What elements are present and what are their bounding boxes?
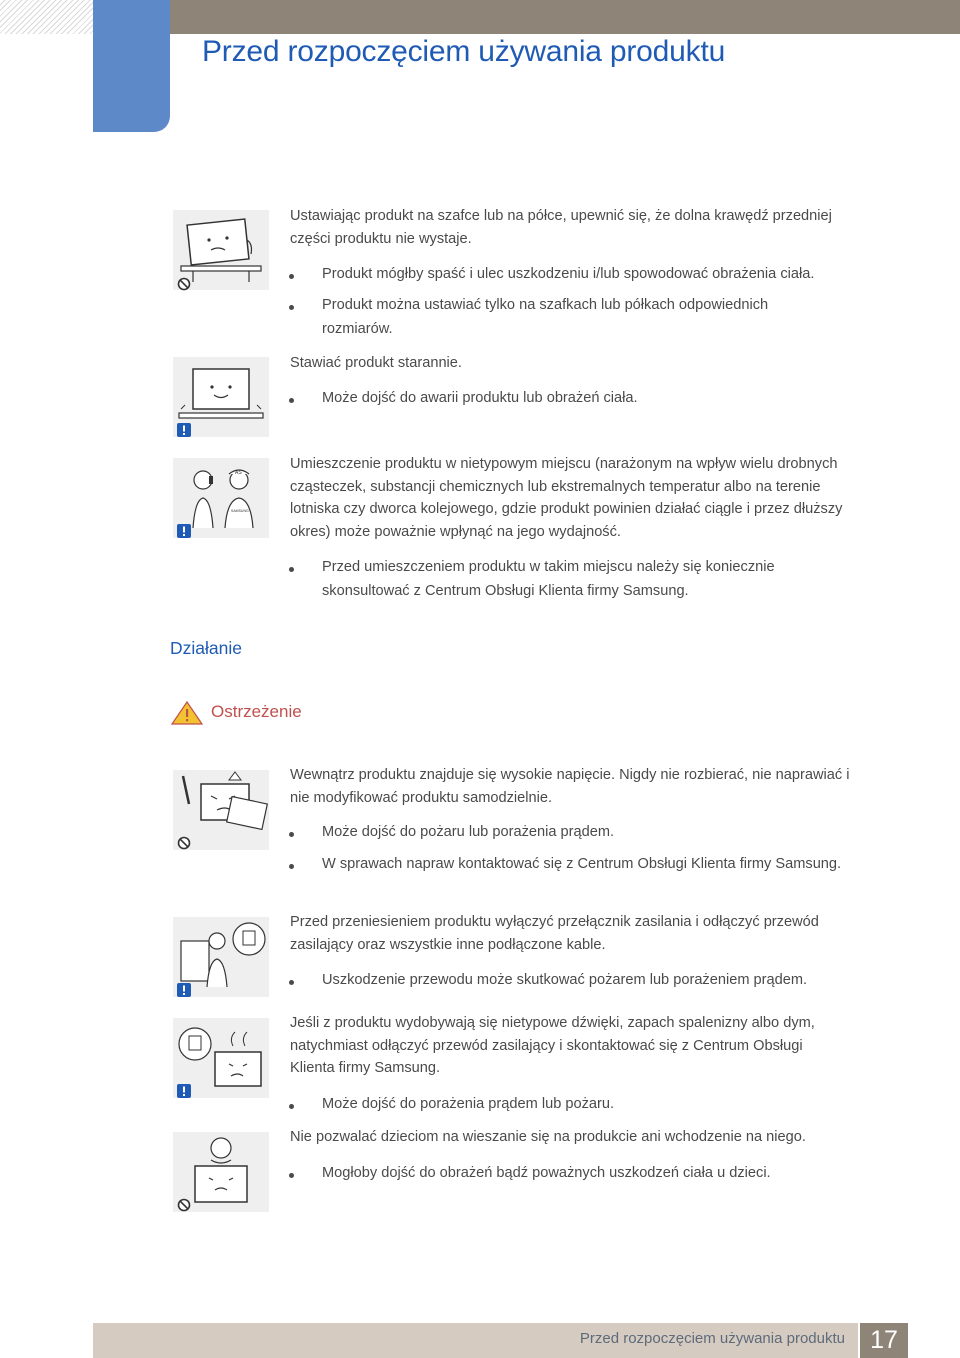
footer-chapter-title: Przed rozpoczęciem używania produktu xyxy=(579,1330,845,1347)
caution-icon xyxy=(177,983,191,997)
warning-label: Ostrzeżenie xyxy=(211,702,302,721)
section-item-1-bullet-1: Może dojść do pożaru lub porażenia prądem. xyxy=(322,824,615,840)
section-item-4-text: Nie pozwalać dzieciom na wieszanie się na produkcie ani wchodzenie na niego. xyxy=(290,1129,806,1145)
shirt-brand-label: SAMSUNG xyxy=(231,509,249,513)
prohibition-icon xyxy=(177,836,191,850)
section-item-2-bullet-1: Uszkodzenie przewodu może skutkować pożarem lub porażeniem prądem. xyxy=(322,972,808,988)
section-item-3-bullet-1: Może dojść do porażenia prądem lub pożaru. xyxy=(322,1096,615,1112)
header-bar xyxy=(170,0,960,34)
section-item-4-bullet-1: Mogłoby dojść do obrażeń bądź poważnych uszkodzeń ciała u dzieci. xyxy=(322,1165,771,1181)
bullet-dot xyxy=(289,305,294,310)
bullet-dot xyxy=(289,832,294,837)
page-number: 17 xyxy=(860,1323,908,1358)
item-2-text: Stawiać produkt starannie. xyxy=(290,355,462,371)
section-item-2-text: Przed przeniesieniem produktu wyłączyć przełącznik zasilania i odłączyć przewód zasilający oraz wszystkie inne podłączone kable. xyxy=(290,914,819,953)
caution-icon xyxy=(177,423,191,437)
item-3-bullet-1: Przed umieszczeniem produktu w takim miejscu należy się koniecznie skonsultować z Centrum Obsługi Klienta firmy Samsung. xyxy=(322,559,775,599)
page-title: Przed rozpoczęciem używania produktu xyxy=(202,35,726,68)
prohibition-icon xyxy=(177,277,191,291)
bullet-dot xyxy=(289,398,294,403)
section-item-1-text: Wewnątrz produktu znajduje się wysokie napięcie. Nigdy nie rozbierać, nie naprawiać i nie modyfikować produktu samodzielnie. xyxy=(290,767,850,806)
item-1-bullet-1: Produkt mógłby spaść i ulec uszkodzeniu i/lub spowodować obrażenia ciała. xyxy=(322,266,815,282)
section-title: Działanie xyxy=(170,638,242,658)
bullet-dot xyxy=(289,980,294,985)
caution-icon xyxy=(177,524,191,538)
item-3-text: Umieszczenie produktu w nietypowym miejscu (narażonym na wpływ wielu drobnych cząsteczek, substancji chemicznych lub ekstremalnych temperatur albo na terenie lotniska czy dworca kolejowego, gdzie produkt powinien działać ciągle i przez dłuższy okres) może poważnie wpłynąć na jego wydajność. xyxy=(290,456,843,540)
service-cap-label: AS xyxy=(235,470,242,476)
item-1-text: Ustawiając produkt na szafce lub na półce, upewnić się, że dolna krawędź przedniej części produktu nie wystaje. xyxy=(290,208,832,247)
item-2-bullet-1: Może dojść do awarii produktu lub obrażeń ciała. xyxy=(322,390,638,406)
bullet-dot xyxy=(289,1173,294,1178)
header-blue-tab xyxy=(93,0,170,132)
bullet-dot xyxy=(289,274,294,279)
header-stripe-decoration xyxy=(0,0,93,34)
item-1-bullet-2: Produkt można ustawiać tylko na szafkach lub półkach odpowiednich rozmiarów. xyxy=(322,297,769,337)
bullet-dot xyxy=(289,1104,294,1109)
bullet-dot xyxy=(289,567,294,572)
warning-triangle-icon xyxy=(171,701,203,725)
section-item-3-text: Jeśli z produktu wydobywają się nietypowe dźwięki, zapach spalenizny albo dym, natychmiast odłączyć przewód zasilający i skontaktować się z Centrum Obsługi Klienta firmy Samsung. xyxy=(290,1015,815,1076)
section-item-1-bullet-2: W sprawach napraw kontaktować się z Centrum Obsługi Klienta firmy Samsung. xyxy=(322,856,842,872)
bullet-dot xyxy=(289,864,294,869)
caution-icon xyxy=(177,1084,191,1098)
prohibition-icon xyxy=(177,1198,191,1212)
